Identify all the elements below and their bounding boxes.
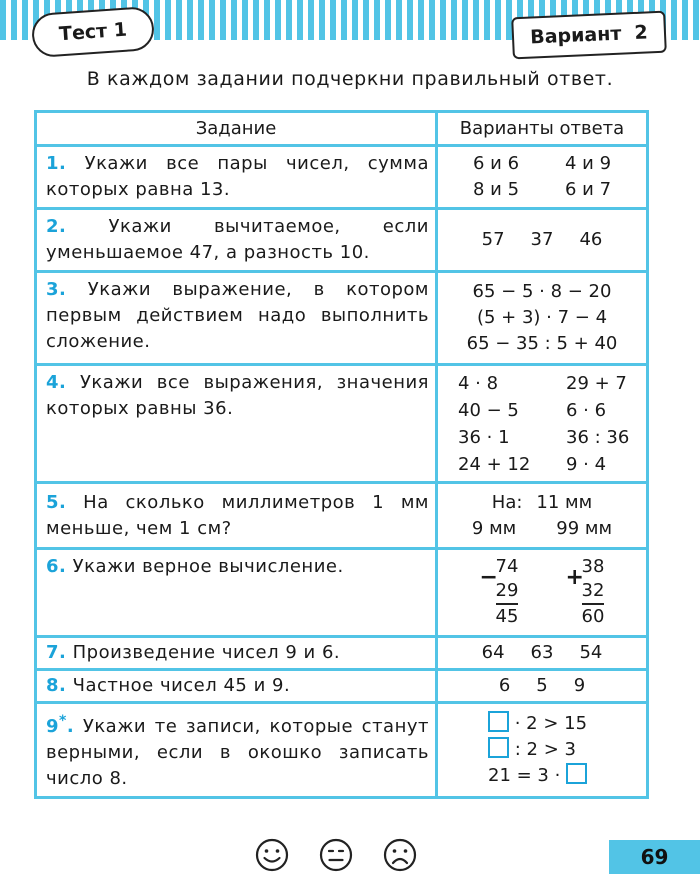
column-calculation-addition[interactable] — [566, 555, 605, 629]
answer-option[interactable]: 46 — [579, 229, 603, 250]
answer-option[interactable]: 65 − 5 · 8 − 20 — [472, 281, 612, 302]
tasks-table — [34, 110, 649, 799]
task-text: Укажи выражение, в котором первым действием надо выполнить сложение. — [46, 279, 429, 352]
task-row-5 — [36, 483, 648, 549]
task-row-1 — [36, 146, 648, 209]
task-row-7 — [36, 637, 648, 670]
answer-options — [438, 640, 646, 666]
smile-face-icon[interactable] — [255, 838, 289, 872]
task-text: Произведение чисел 9 и 6. — [72, 642, 341, 663]
minus-sign: − — [479, 564, 498, 590]
answer-options — [438, 279, 646, 357]
task-row-4 — [36, 365, 648, 483]
task-question — [37, 210, 435, 270]
task-text: Укажи вычитаемое, если уменьшаемое 47, а разность 10. — [46, 216, 429, 263]
answer-option[interactable]: 6 и 7 — [564, 179, 612, 200]
answer-options — [438, 151, 646, 203]
task-question — [37, 672, 435, 700]
answer-options — [438, 490, 646, 542]
answer-option[interactable]: 36 : 36 — [566, 426, 630, 448]
task-question — [37, 147, 435, 207]
task-number: 4. — [46, 372, 67, 393]
equation-text: 21 = 3 · — [488, 765, 561, 786]
task-text: Укажи верное вычисление. — [72, 556, 344, 577]
answer-options — [438, 673, 646, 699]
answer-option[interactable] — [488, 711, 587, 737]
task-question — [37, 550, 435, 584]
task-number-dot: . — [66, 716, 75, 737]
test-label — [31, 6, 156, 58]
task-text: Укажи все выражения, значения которых равны 36. — [46, 372, 429, 419]
task-number: 2. — [46, 216, 67, 237]
empty-box-icon — [488, 711, 509, 732]
answer-options — [438, 227, 646, 253]
task-row-3 — [36, 272, 648, 365]
answer-option[interactable] — [488, 737, 576, 763]
task-question — [37, 486, 435, 546]
plus-sign: + — [565, 564, 584, 590]
answer-option[interactable]: 9 — [573, 675, 586, 696]
equation-text: : 2 > 3 — [514, 739, 576, 760]
calc-operand: 29 — [496, 579, 519, 605]
answer-option[interactable]: 36 · 1 — [458, 426, 510, 448]
sad-face-icon[interactable] — [383, 838, 417, 872]
answer-option[interactable]: 8 и 5 — [472, 179, 520, 200]
answer-option[interactable]: 4 · 8 — [458, 372, 499, 394]
task-question — [37, 704, 435, 796]
column-calculation-subtraction[interactable] — [480, 555, 519, 629]
test-label-text: Тест 1 — [58, 18, 128, 46]
empty-box-icon — [488, 737, 509, 758]
answer-options — [438, 370, 646, 478]
variant-label-text: Вариант 2 — [529, 21, 649, 49]
answer-option[interactable]: 29 + 7 — [566, 372, 627, 394]
task-text: Частное чисел 45 и 9. — [72, 675, 291, 696]
table-header-row — [36, 112, 648, 146]
answer-option[interactable]: (5 + 3) · 7 − 4 — [476, 307, 608, 328]
answer-option[interactable]: 65 − 35 : 5 + 40 — [466, 333, 618, 354]
task-question — [37, 639, 435, 667]
answer-option[interactable]: 9 мм — [471, 517, 517, 539]
task-number: 3. — [46, 279, 67, 300]
task-row-9 — [36, 703, 648, 798]
calc-operand: 74 — [495, 555, 519, 577]
answer-option[interactable]: 6 — [498, 675, 511, 696]
calc-result: 60 — [581, 605, 605, 627]
answer-option[interactable]: 37 — [530, 229, 554, 250]
answer-option[interactable]: 99 мм — [556, 517, 613, 539]
neutral-face-icon[interactable] — [319, 838, 353, 872]
variant-label — [511, 11, 667, 60]
empty-box-icon — [566, 763, 587, 784]
task-number: 6. — [46, 556, 67, 577]
answer-prefix: На: — [491, 491, 523, 513]
task-question — [37, 366, 435, 426]
calc-operand: 38 — [581, 555, 605, 577]
calc-operand: 32 — [582, 579, 605, 605]
answer-option[interactable]: 63 — [530, 642, 554, 663]
answer-option[interactable]: 40 − 5 — [458, 399, 519, 421]
task-row-8 — [36, 670, 648, 703]
task-number: 7. — [46, 642, 67, 663]
answer-option[interactable]: 54 — [579, 642, 603, 663]
task-text: На сколько миллиметров 1 мм меньше, чем 1 см? — [46, 491, 429, 539]
task-number: 1. — [46, 153, 67, 174]
task-row-6 — [36, 549, 648, 637]
calc-result: 45 — [495, 605, 519, 627]
answer-option[interactable]: 6 и 6 — [472, 153, 520, 174]
answer-option[interactable]: 5 — [536, 675, 548, 696]
column-header-task: Задание — [36, 112, 437, 146]
task-text: Укажи все пары чисел, сумма которых равна 13. — [46, 153, 429, 200]
answer-option[interactable]: 24 + 12 — [458, 453, 531, 475]
answer-options — [438, 553, 646, 633]
equation-text: · 2 > 15 — [514, 713, 588, 734]
task-question — [37, 273, 435, 359]
task-number — [46, 713, 75, 737]
answer-option[interactable]: 4 и 9 — [564, 153, 612, 174]
column-header-answers: Варианты ответа — [437, 112, 648, 146]
task-star: * — [59, 713, 67, 729]
answer-option[interactable]: 6 · 6 — [566, 399, 607, 421]
answer-option[interactable]: 57 — [481, 229, 505, 250]
task-number-digit: 9 — [46, 716, 60, 737]
task-row-2 — [36, 209, 648, 272]
answer-option[interactable]: 9 · 4 — [566, 453, 607, 475]
answer-option[interactable]: 11 мм — [536, 491, 593, 513]
answer-option[interactable]: 64 — [481, 642, 505, 663]
task-number: 5. — [46, 491, 67, 513]
answer-options — [438, 711, 646, 789]
self-assessment-faces — [255, 838, 417, 872]
instruction: В каждом задании подчеркни правильный ответ. — [86, 68, 614, 90]
page-number: 69 — [609, 840, 700, 874]
task-number: 8. — [46, 675, 67, 696]
task-text: Укажи те записи, которые станут верными, если в окошко записать число 8. — [46, 716, 429, 789]
answer-option[interactable] — [488, 763, 587, 789]
